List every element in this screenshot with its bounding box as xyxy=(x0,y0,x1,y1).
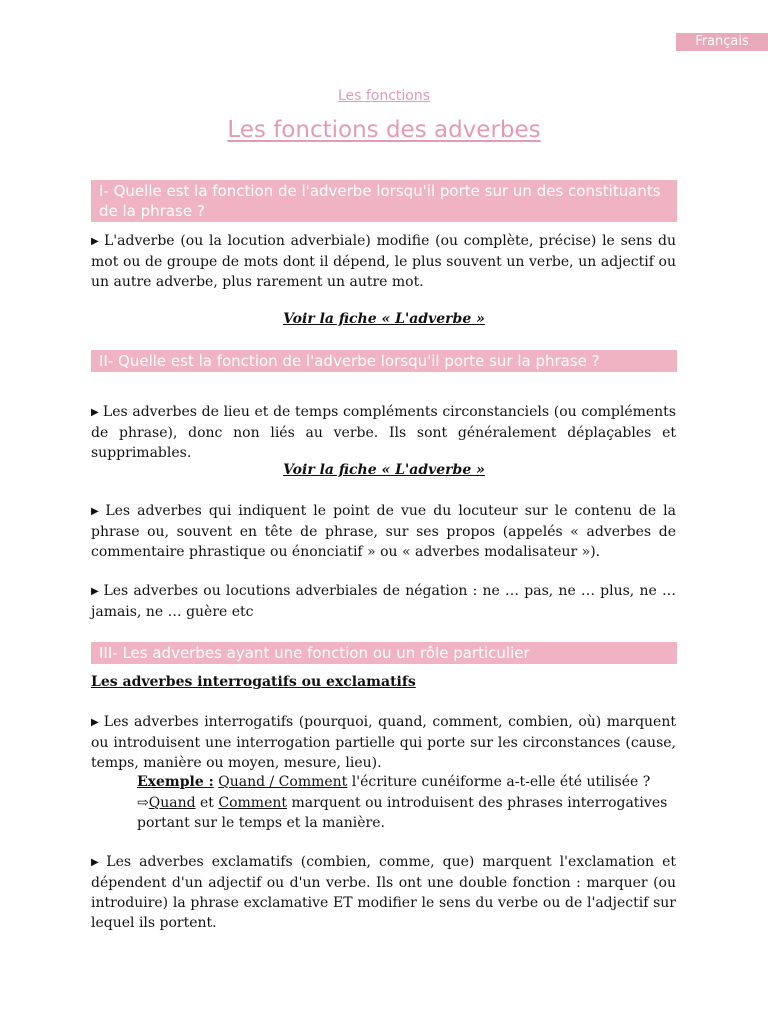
section-3-text-2: Les adverbes exclamatifs (combien, comme, que) marquent l'exclamation et dépendent d'un adjectif ou d'un verbe. Ils ont une double fonction : marquer (ou introduire) la phrase exclamative ET modifier le sens du verbe ou de l'adjectif sur lequel ils portent. xyxy=(91,854,676,931)
example-explanation xyxy=(137,793,677,833)
bullet-icon: ▶ xyxy=(91,717,100,728)
section-2-text-2: Les adverbes qui indiquent le point de vue du locuteur sur le contenu de la phrase ou, souvent en tête de phrase, sur ses propos (appelés « adverbes de commentaire phrastique ou énonciatif » ou « adverbes modalisateur »). xyxy=(91,503,676,560)
arrow-icon: ⇨ xyxy=(137,795,149,811)
example-text: l'écriture cunéiforme a-t-elle été utilisée ? xyxy=(347,774,651,790)
expl-et: et xyxy=(195,795,219,811)
section-3-paragraph-2 xyxy=(91,852,676,933)
section-2-text-1: Les adverbes de lieu et de temps compléments circonstanciels (ou compléments de phrase), donc non liés au verbe. Ils sont généralement déplaçables et supprimables. xyxy=(91,404,676,461)
page-title: Les fonctions des adverbes xyxy=(227,117,541,143)
section-2-paragraph-1 xyxy=(91,402,676,463)
expl-text: marquent ou introduisent des phrases interrogatives portant sur le temps et la manière. xyxy=(137,795,668,831)
example-label: Exemple : xyxy=(137,774,214,790)
section-2-link[interactable]: Voir la fiche « L'adverbe » xyxy=(283,462,485,478)
example-line xyxy=(137,772,677,792)
section-1-paragraph xyxy=(91,231,676,292)
page-subtitle: Les fonctions xyxy=(337,88,431,104)
section-2-text-3: Les adverbes ou locutions adverbiales de négation : ne … pas, ne … plus, ne … jamais, ne … guère etc xyxy=(91,583,676,620)
expl-word-2: Comment xyxy=(218,795,287,811)
section-1-text: L'adverbe (ou la locution adverbiale) modifie (ou complète, précise) le sens du mot ou de groupe de mots dont il dépend, le plus souvent un verbe, un adjectif ou un autre adverbe, plus rarement un autre mot. xyxy=(91,233,676,290)
section-2-heading: II- Quelle est la fonction de l'adverbe lorsqu'il porte sur la phrase ? xyxy=(91,350,677,372)
example-words: Quand / Comment xyxy=(218,774,348,790)
section-3-subheading: Les adverbes interrogatifs ou exclamatifs xyxy=(91,674,416,690)
bullet-icon: ▶ xyxy=(91,586,100,597)
section-3-text-1: Les adverbes interrogatifs (pourquoi, quand, comment, combien, où) marquent ou introduisent une interrogation partielle qui porte sur les circonstances (cause, temps, manière ou moyen, mesure, lieu). xyxy=(91,714,676,771)
section-3-paragraph-1 xyxy=(91,712,676,773)
section-2-paragraph-3 xyxy=(91,581,676,622)
section-2-paragraph-2 xyxy=(91,501,676,562)
bullet-icon: ▶ xyxy=(91,236,100,247)
section-3-heading: III- Les adverbes ayant une fonction ou un rôle particulier xyxy=(91,642,677,664)
expl-word-1: Quand xyxy=(148,795,196,811)
bullet-icon: ▶ xyxy=(91,506,102,517)
bullet-icon: ▶ xyxy=(91,407,99,418)
section-1-link[interactable]: Voir la fiche « L'adverbe » xyxy=(283,311,485,327)
bullet-icon: ▶ xyxy=(91,857,103,868)
subject-tag: Français xyxy=(676,33,768,51)
section-1-heading: I- Quelle est la fonction de l'adverbe lorsqu'il porte sur un des constituants de la phrase ? xyxy=(91,180,677,222)
